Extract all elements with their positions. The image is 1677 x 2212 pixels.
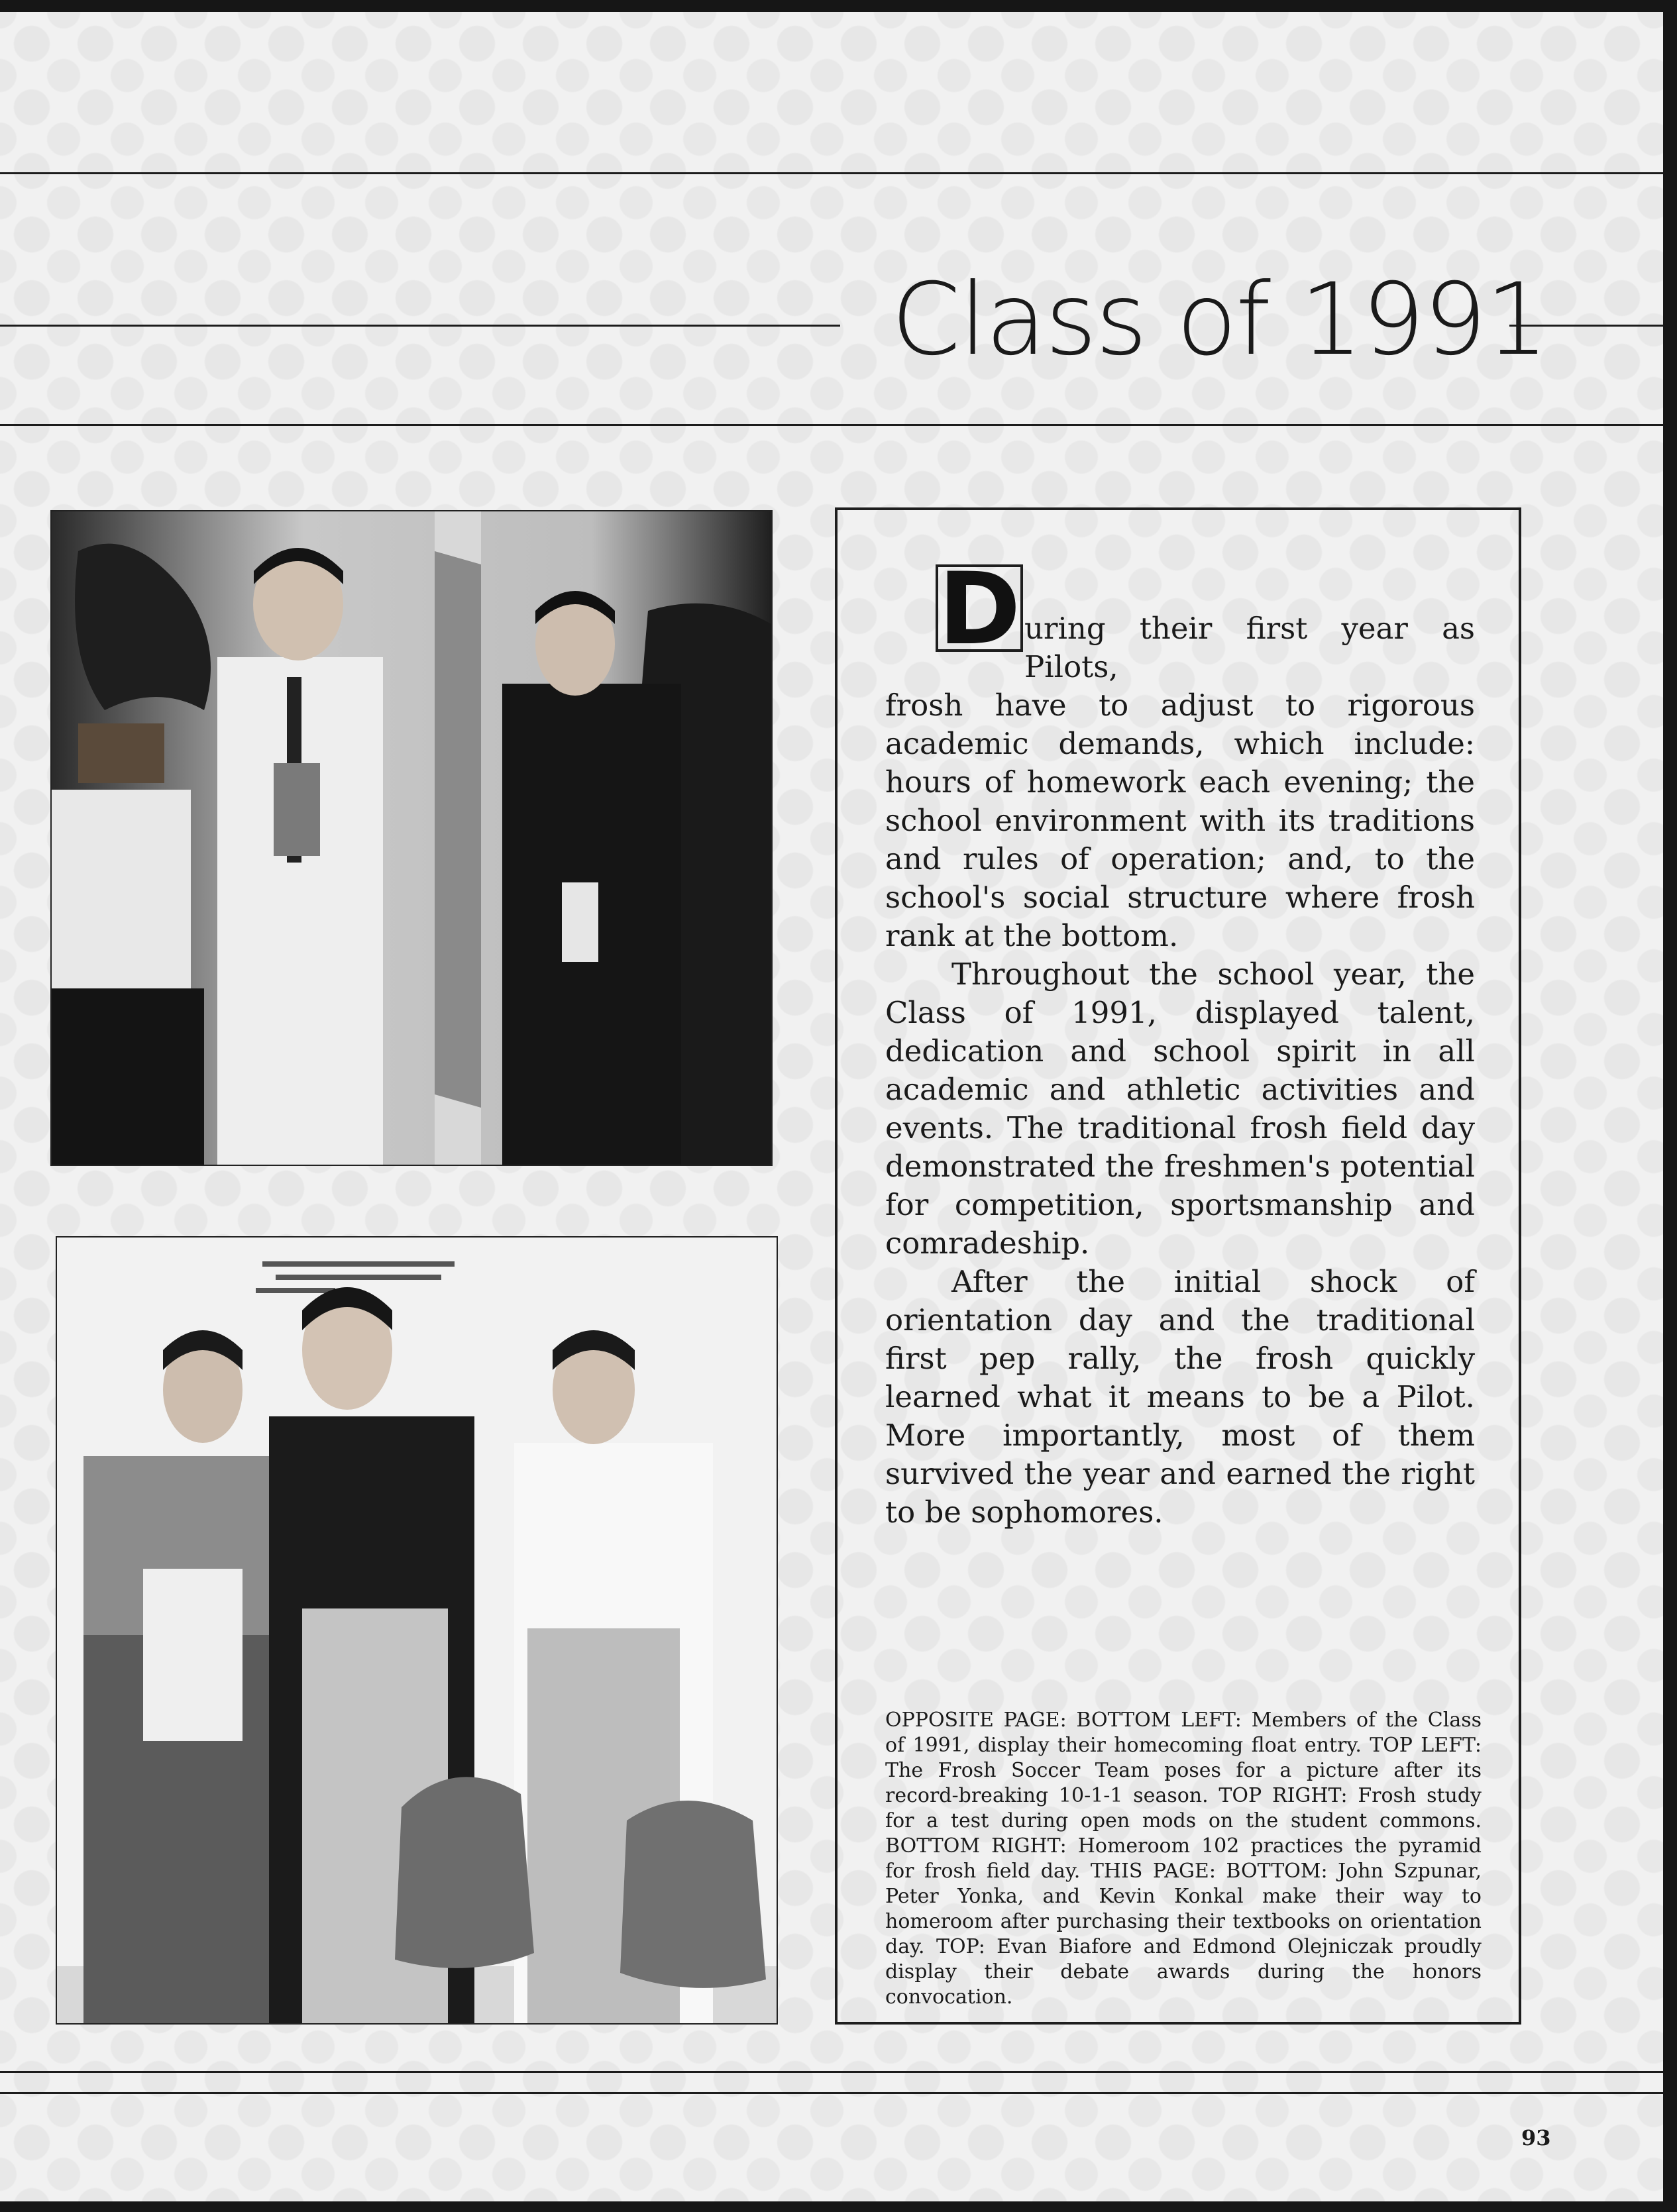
article-paragraph-3: After the initial shock of orientation day and the traditional first pep rally, the frosh quickly learned what it means to be a Pilot. More importantly, most of them survived the year and earned the right to be sophomores.	[885, 1264, 1475, 1530]
article-first-line: uring their first year as Pilots,	[1024, 611, 1475, 684]
photo-caption: OPPOSITE PAGE: BOTTOM LEFT: Members of the Class of 1991, display their homecoming float entry. TOP LEFT: The Frosh Soccer Team poses for a picture after its record-breaking 10-1-1 season. TOP RIGHT: Frosh study for a test during open mods on the student commons. BOTTOM RIGHT: Homeroom 102 practices the pyramid for frosh field day. THIS PAGE: BOTTOM: John Szpunar, Peter Yonka, and Kevin Konkal make their way to homeroom after purchasing their textbooks on orientation day. TOP: Evan Biafore and Edmond Olejniczak proudly display their debate awards during the honors convocation.	[885, 1709, 1482, 2009]
page-number: 93	[1521, 2125, 1551, 2150]
header-bottom-rule	[0, 424, 1663, 426]
title-rule-left	[0, 325, 840, 327]
article-paragraph-2: Throughout the school year, the Class of 1991, displayed talent, dedication and school spirit in all academic and athletic activities and events. The traditional frosh field day demonstrated the freshmen's potential for competition, sportsmanship and comradeship.	[885, 957, 1475, 1261]
top-rule	[0, 172, 1663, 174]
photo-orientation-day	[56, 1236, 778, 2025]
article-body	[885, 609, 1475, 1532]
article-paragraph-1	[885, 609, 1475, 955]
drop-cap: D	[936, 564, 1023, 652]
page-title: Class of 1991	[891, 262, 1548, 378]
article-box	[835, 507, 1521, 2025]
photo-debate-awards-image	[52, 511, 771, 1165]
footer-rule-bottom	[0, 2092, 1663, 2094]
footer-rule-top	[0, 2071, 1663, 2073]
yearbook-page	[0, 12, 1663, 2201]
photo-orientation-day-image	[57, 1238, 777, 2023]
article-paragraph-1-rest: frosh have to adjust to rigorous academic demands, which include: hours of homework each evening; the school environment with its traditions and rules of operation; and, to the school's social structure where frosh rank at the bottom.	[885, 688, 1475, 953]
photo-debate-awards	[50, 510, 773, 1166]
